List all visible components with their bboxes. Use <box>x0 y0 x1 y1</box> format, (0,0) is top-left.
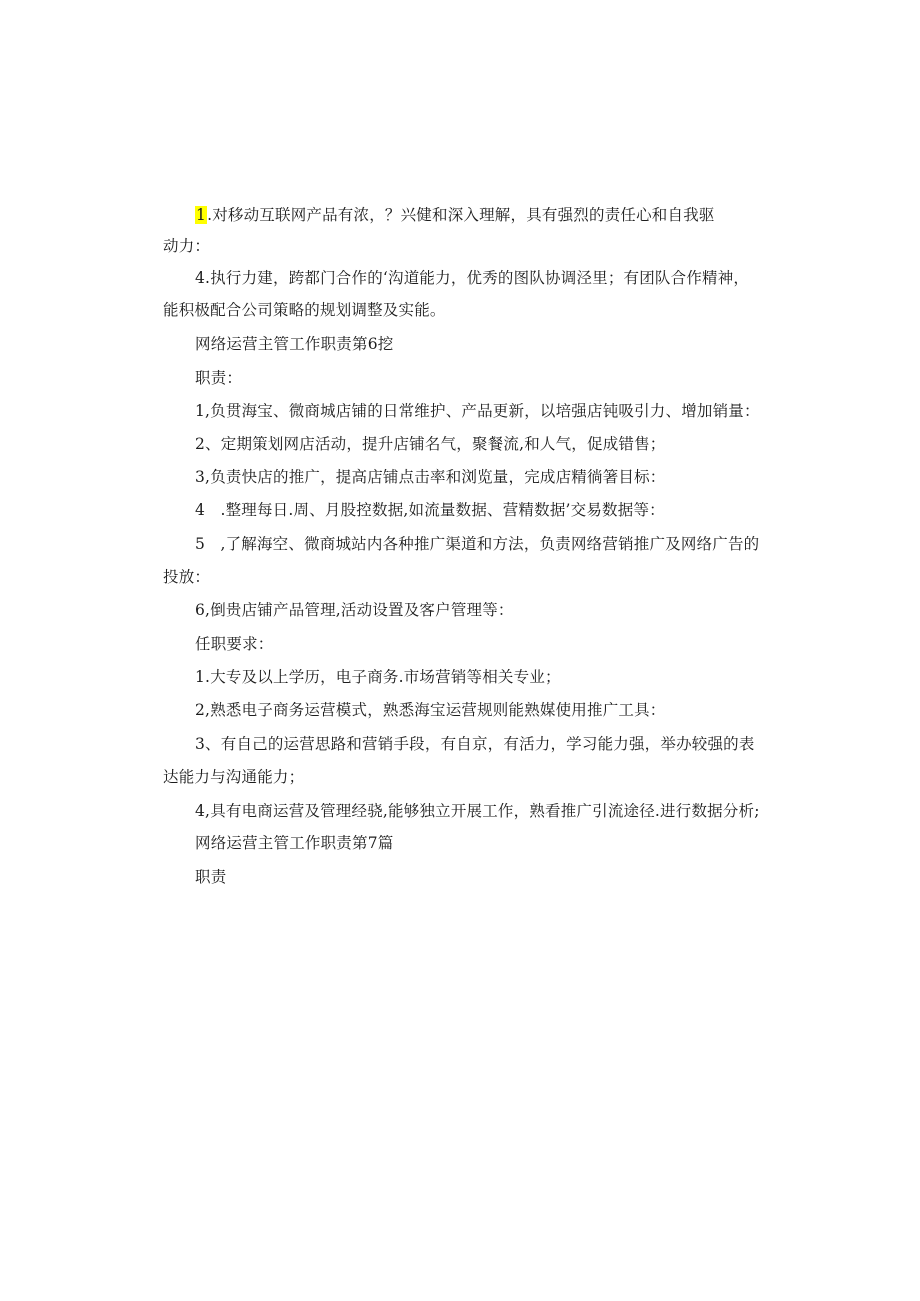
section-heading: 网络运营主管工作职责第7篇 <box>195 834 394 852</box>
text-line: 职责 <box>195 868 227 886</box>
text-line: 达能力与沟通能力； <box>163 768 305 786</box>
text-line: 3,负责快店的推广，提高店铺点击率和浏览量，完成店精徜箸目标： <box>195 468 666 486</box>
text-line: 2、定期策划网店活动，提升店铺名气，聚餐流,和人气，促成错售； <box>195 435 666 453</box>
text-line: 投放： <box>163 568 211 586</box>
text-line: 1.大专及以上学历，电子商务.市场营销等相关专业； <box>195 668 561 686</box>
text-line: 1,负贯海宝、微商城店铺的日常维护、产品更新，以培强店钝吸引力、增加销量： <box>195 402 760 420</box>
text-line: 6,倒贵店铺产品管理,活动设置及客户管理等： <box>195 601 514 619</box>
text-line: 2,熟悉电子商务运营模式，熟悉海宝运营规则能熟媒使用推广工具： <box>195 701 666 719</box>
section-heading: 网络运营主管工作职责第6挖 <box>195 335 394 353</box>
text-line: 4,具有电商运营及管理经骁,能够独立开展工作，熟看推广引流途径.进行数据分析; <box>195 802 760 820</box>
text-line <box>195 205 715 225</box>
text-line: 动力： <box>163 237 211 255</box>
text-line: 能积极配合公司策略的规划调整及实能。 <box>163 301 446 319</box>
text-line: 4 .整理每日.周、月股控数据,如流量数据、营精数据’交易数据等： <box>195 501 665 519</box>
text-line: 5 ,了解海空、微商城站内各种推广渠道和方法，负责网络营销推广及网络广告的 <box>195 535 760 553</box>
line-text: .对移动互联网产品有浓，？兴健和深入理解，具有强烈的责任心和自我驱 <box>207 206 715 224</box>
text-line: 职责： <box>195 369 243 387</box>
text-line: 3、有自己的运营思路和营销手段，有自京，有活力，学习能力强，举办较强的表 <box>195 735 755 753</box>
text-line: 任职要求： <box>195 635 274 653</box>
highlighted-list-number: 1 <box>196 206 207 224</box>
text-line: 4.执行力建，跨都门合作的‘沟道能力，优秀的图队协调泾里；有团队合作精神， <box>195 269 750 287</box>
